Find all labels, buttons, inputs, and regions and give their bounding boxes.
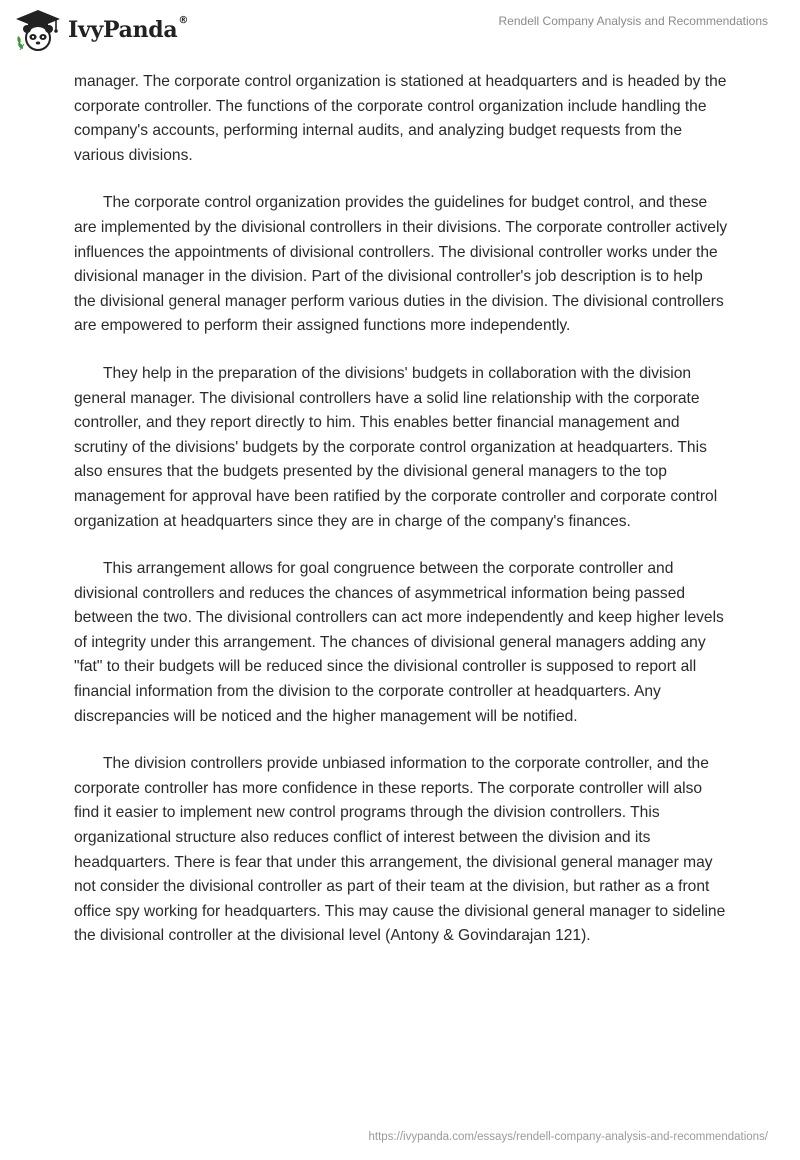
logo-text: IvyPanda — [68, 17, 178, 43]
page-header — [0, 0, 800, 64]
paragraph-continued: manager. The corporate control organization is stationed at headquarters and is headed by the corporate controller. The functions of the corporate control organization include handling the company's accounts, performing internal audits, and analyzing budget requests from the various divisions. — [74, 73, 727, 164]
source-url-link[interactable]: https://ivypanda.com/essays/rendell-company-analysis-and-recommendations/ — [368, 1131, 768, 1143]
panda-graduation-cap-icon — [14, 8, 62, 52]
essay-body — [74, 70, 728, 972]
paragraph: The corporate control organization provides the guidelines for budget control, and these are implemented by the divisional controllers in their divisions. The corporate controller actively influences the appointments of divisional controllers. The divisional controller works under the divisional manager in the division. Part of the divisional controller's job description is to help the divisional general manager perform various duties in the division. The divisional controllers are empowered to perform their assigned functions more independently. — [74, 194, 728, 335]
paragraph: They help in the preparation of the divisions' budgets in collaboration with the division general manager. The divisional controllers have a solid line relationship with the corporate controller, and they report directly to him. This enables better financial management and scrutiny of the divisions' budgets by the corporate control organization at headquarters. This also ensures that the budgets presented by the divisional general managers to the top management for approval have been ratified by the corporate controller and corporate control organization at headquarters since they are in charge of the company's finances. — [74, 364, 718, 530]
logo-wordmark — [68, 14, 189, 43]
paragraph: This arrangement allows for goal congruence between the corporate controller and divisional controllers and reduces the chances of asymmetrical information being passed between the two. The divisional controllers can act more independently and keep higher levels of integrity under this arrangement. The chances of divisional general managers adding any "fat" to their budgets will be reduced since the divisional controller is supposed to report all financial information from the division to the corporate controller at headquarters. Any discrepancies will be noticed and the higher management will be notified. — [74, 560, 724, 725]
paragraph: The division controllers provide unbiased information to the corporate controller, and the corporate controller has more confidence in these reports. The corporate controller will also find it easier to implement new control programs through the division controllers. This organizational structure also reduces conflict of interest between the division and its headquarters. There is fear that under this arrangement, the divisional general manager may not consider the divisional controller as part of their team at the division, but rather as a front office spy working for headquarters. This may cause the divisional general manager to sideline the divisional controller at the divisional level (Antony & Govindarajan 121). — [74, 755, 726, 945]
ivypanda-logo[interactable] — [14, 8, 188, 52]
registered-mark: ® — [178, 14, 189, 26]
document-title: Rendell Company Analysis and Recommendations — [498, 14, 768, 28]
